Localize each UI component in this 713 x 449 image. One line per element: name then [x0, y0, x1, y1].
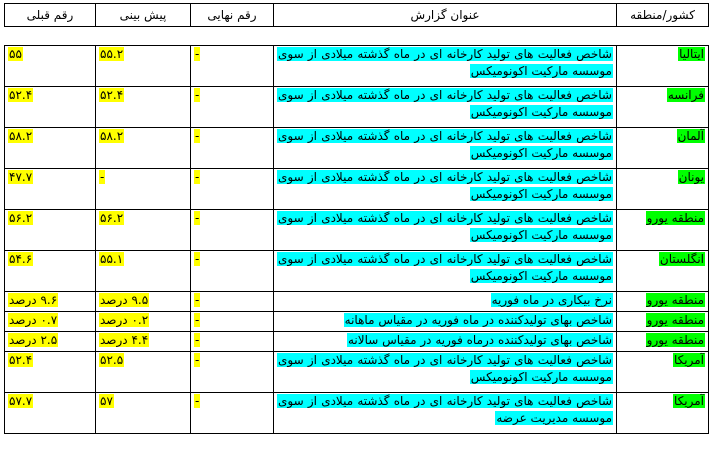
cell-previous-value	[5, 251, 96, 292]
cell-previous-value	[5, 169, 96, 210]
cell-forecast-text: ۵۲.۵	[100, 353, 124, 367]
table-row	[5, 210, 709, 251]
cell-report-title	[274, 169, 617, 210]
cell-previous-value	[5, 87, 96, 128]
cell-previous-value	[5, 312, 96, 332]
cell-report-title	[274, 312, 617, 332]
cell-country	[617, 393, 709, 434]
table-row	[5, 87, 709, 128]
cell-forecast	[96, 128, 191, 169]
table-row	[5, 46, 709, 87]
cell-final-value-text: -	[195, 394, 200, 408]
cell-country	[617, 210, 709, 251]
cell-forecast-text: ۵۵.۲	[100, 47, 124, 61]
cell-report-title-text: شاخص بهای تولیدکننده در ماه فوریه در مقیاس ماهانه	[344, 313, 612, 327]
cell-final-value-text: -	[195, 170, 200, 184]
cell-forecast	[96, 87, 191, 128]
cell-final-value	[191, 169, 274, 210]
cell-previous-value	[5, 393, 96, 434]
table-row	[5, 393, 709, 434]
cell-final-value-text: -	[195, 353, 200, 367]
cell-previous-value	[5, 332, 96, 352]
header-country: کشور/منطقه	[617, 4, 709, 27]
header-forecast: پیش بینی	[96, 4, 191, 27]
cell-previous-value-text: ۰.۷ درصد	[9, 313, 58, 327]
report-title-wrap	[277, 352, 613, 386]
cell-previous-value-text: ۵۴.۶	[9, 252, 33, 266]
cell-forecast	[96, 332, 191, 352]
cell-country-text: آلمان	[677, 129, 704, 143]
cell-report-title-text: نرخ بیکاری در ماه فوریه	[491, 293, 612, 307]
cell-country-text: منطقه یورو	[646, 211, 704, 225]
cell-country	[617, 87, 709, 128]
table-row	[5, 352, 709, 393]
cell-previous-value-text: ۵۷.۷	[9, 394, 33, 408]
table-row	[5, 292, 709, 312]
cell-report-title-text: شاخص فعالیت های تولید کارخانه ای در ماه گذشته میلادی از سوی موسسه مارکیت اکونومیکس	[278, 353, 612, 384]
cell-final-value-text: -	[195, 88, 200, 102]
cell-final-value-text: -	[195, 129, 200, 143]
cell-final-value	[191, 332, 274, 352]
cell-country-text: ایتالیا	[679, 47, 704, 61]
cell-forecast-text: ۵۸.۲	[100, 129, 124, 143]
report-title-wrap	[277, 169, 613, 203]
cell-country-text: یونان	[678, 170, 704, 184]
header-final-value: رقم نهایی	[191, 4, 274, 27]
cell-report-title	[274, 251, 617, 292]
cell-final-value	[191, 352, 274, 393]
cell-report-title-text: شاخص فعالیت های تولید کارخانه ای در ماه گذشته میلادی از سوی موسسه مدیریت عرضه	[278, 394, 612, 425]
cell-forecast-text: ۵۲.۴	[100, 88, 124, 102]
cell-forecast-text: ۴.۴ درصد	[100, 333, 149, 347]
cell-previous-value	[5, 210, 96, 251]
economic-calendar-table	[4, 3, 709, 434]
cell-country	[617, 292, 709, 312]
cell-previous-value-text: ۴۷.۷	[9, 170, 33, 184]
cell-report-title	[274, 128, 617, 169]
header-previous-value: رقم قبلی	[5, 4, 96, 27]
cell-final-value-text: -	[195, 211, 200, 225]
cell-previous-value-text: ۹.۶ درصد	[9, 293, 58, 307]
cell-forecast-text: ۵۶.۲	[100, 211, 124, 225]
cell-country	[617, 169, 709, 210]
header-row	[5, 4, 709, 27]
cell-forecast	[96, 46, 191, 87]
cell-final-value	[191, 292, 274, 312]
report-title-wrap	[277, 312, 613, 329]
report-title-wrap	[277, 210, 613, 244]
cell-final-value	[191, 312, 274, 332]
report-title-wrap	[277, 332, 613, 349]
cell-country-text: آمریکا	[673, 394, 704, 408]
cell-final-value	[191, 251, 274, 292]
cell-previous-value-text: ۵۲.۴	[9, 88, 33, 102]
cell-previous-value-text: ۵۶.۲	[9, 211, 33, 225]
cell-forecast	[96, 169, 191, 210]
cell-forecast	[96, 292, 191, 312]
cell-forecast-text: ۰.۲ درصد	[100, 313, 149, 327]
cell-final-value	[191, 87, 274, 128]
cell-report-title-text: شاخص بهای تولیدکننده درماه فوریه در مقیاس سالانه	[347, 333, 612, 347]
report-title-wrap	[277, 87, 613, 121]
cell-country-text: فرانسه	[667, 88, 704, 102]
cell-country-text: منطقه یورو	[646, 313, 704, 327]
cell-report-title-text: شاخص فعالیت های تولید کارخانه ای در ماه گذشته میلادی از سوی موسسه مارکیت اکونومیکس	[278, 129, 612, 160]
cell-report-title-text: شاخص فعالیت های تولید کارخانه ای در ماه گذشته میلادی از سوی موسسه مارکیت اکونومیکس	[278, 252, 612, 283]
cell-previous-value-text: ۵۲.۴	[9, 353, 33, 367]
cell-previous-value-text: ۵۸.۲	[9, 129, 33, 143]
cell-forecast-text: -	[100, 170, 105, 184]
cell-final-value-text: -	[195, 313, 200, 327]
cell-country	[617, 128, 709, 169]
header-report-title: عنوان گزارش	[274, 4, 617, 27]
report-title-wrap	[277, 46, 613, 80]
cell-final-value	[191, 46, 274, 87]
table-row	[5, 312, 709, 332]
cell-forecast-text: ۵۷	[100, 394, 113, 408]
cell-forecast-text: ۹.۵ درصد	[100, 293, 149, 307]
cell-report-title-text: شاخص فعالیت های تولید کارخانه ای در ماه گذشته میلادی از سوی موسسه مارکیت اکونومیکس	[278, 47, 612, 78]
cell-final-value-text: -	[195, 47, 200, 61]
cell-previous-value	[5, 292, 96, 312]
cell-previous-value	[5, 128, 96, 169]
table-row	[5, 251, 709, 292]
cell-report-title	[274, 292, 617, 312]
cell-final-value-text: -	[195, 252, 200, 266]
cell-forecast	[96, 210, 191, 251]
cell-report-title	[274, 87, 617, 128]
cell-report-title	[274, 46, 617, 87]
cell-country	[617, 332, 709, 352]
cell-forecast	[96, 393, 191, 434]
cell-report-title-text: شاخص فعالیت های تولید کارخانه ای در ماه گذشته میلادی از سوی موسسه مارکیت اکونومیکس	[278, 170, 612, 201]
cell-report-title-text: شاخص فعالیت های تولید کارخانه ای در ماه گذشته میلادی از سوی موسسه مارکیت اکونومیکس	[278, 211, 612, 242]
cell-final-value-text: -	[195, 293, 200, 307]
cell-previous-value-text: ۲.۵ درصد	[9, 333, 58, 347]
cell-forecast	[96, 251, 191, 292]
report-title-wrap	[277, 292, 613, 309]
cell-country	[617, 352, 709, 393]
report-title-wrap	[277, 393, 613, 427]
report-title-wrap	[277, 128, 613, 162]
cell-country-text: منطقه یورو	[646, 293, 704, 307]
cell-country-text: انگلستان	[659, 252, 704, 266]
cell-country	[617, 46, 709, 87]
spacer-row	[5, 27, 709, 46]
cell-report-title-text: شاخص فعالیت های تولید کارخانه ای در ماه گذشته میلادی از سوی موسسه مارکیت اکونومیکس	[278, 88, 612, 119]
cell-report-title	[274, 210, 617, 251]
cell-country-text: آمریکا	[673, 353, 704, 367]
table-row	[5, 169, 709, 210]
table-row	[5, 332, 709, 352]
cell-country-text: منطقه یورو	[646, 333, 704, 347]
cell-final-value	[191, 393, 274, 434]
cell-forecast-text: ۵۵.۱	[100, 252, 124, 266]
cell-forecast	[96, 312, 191, 332]
cell-forecast	[96, 352, 191, 393]
cell-final-value	[191, 128, 274, 169]
table-row	[5, 128, 709, 169]
cell-previous-value-text: ۵۵	[9, 47, 22, 61]
cell-previous-value	[5, 352, 96, 393]
cell-country	[617, 251, 709, 292]
report-title-wrap	[277, 251, 613, 285]
cell-country	[617, 312, 709, 332]
cell-report-title	[274, 393, 617, 434]
cell-previous-value	[5, 46, 96, 87]
cell-report-title	[274, 332, 617, 352]
cell-final-value	[191, 210, 274, 251]
cell-report-title	[274, 352, 617, 393]
cell-final-value-text: -	[195, 333, 200, 347]
